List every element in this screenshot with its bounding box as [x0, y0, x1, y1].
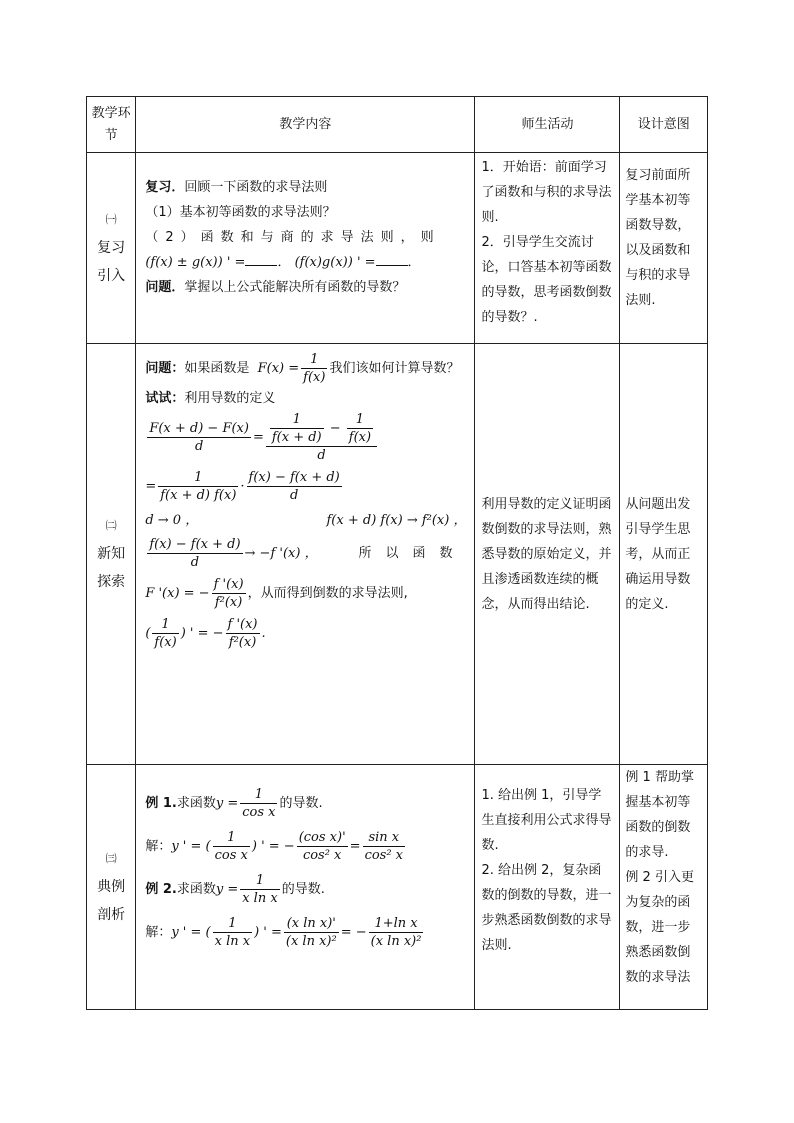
- table-row-examples: [87, 765, 708, 1010]
- stage-title: 新知探索: [97, 546, 126, 590]
- solution-2: 解： y ' = ( $\frac{1}{\text{x ln x}}$ ) ' = $\frac{\text{(x ln x)'}}{\text{(x ln x)²}}$ = − $\frac{\text{1+ln x}}{\text{(x ln x)²}}$: [145, 915, 422, 949]
- fraction: $\frac{1}{f(x)}$: [303, 351, 326, 385]
- intent-cell: 例 1 帮助掌握基本初等函数的倒数的求导. 例 2 引入更为复杂的函数，进一步熟悉函数倒数的求导法: [620, 765, 708, 1010]
- lesson-plan-table: [86, 96, 708, 1010]
- result-line: F '(x) = − $\frac{f '(x)}{\text{f²(x)}}$ ，从而得到倒数的求导法则,: [145, 576, 408, 610]
- table-row-explore: [87, 344, 708, 765]
- stage-cell: [87, 765, 136, 1010]
- table-row-review: [87, 153, 708, 344]
- derivation-step-2: = $\frac{1}{f(x + d) f(x)}$ · $\frac{f(x) - f(x + d)}{d}$: [145, 469, 340, 503]
- stage-cell: [87, 344, 136, 765]
- intent-cell: 复习前面所学基本初等函数导数，以及函数和与积的求导法则.: [620, 153, 708, 344]
- review-item-1: （1）基本初等函数的求导法则？: [145, 205, 336, 220]
- rule-line: ( $\frac{1}{f(x)}$ ) ' = − $\frac{f '(x)}{\text{f²(x)}}$ .: [145, 616, 266, 650]
- example-2: 例 2. 求函数 y = $\frac{1}{\text{x ln x}}$ 的导数.: [145, 872, 325, 906]
- question-line: 问题： 如果函数是 F(x) = $\frac{1}{f(x)}$ 我们该如何计算导数？: [145, 351, 460, 385]
- header-activity: 师生活动: [475, 97, 620, 153]
- activity-cell: 利用导数的定义证明函数倒数的求导法则，熟悉导数的原始定义，并且渗透函数连续的概念，从而得出结论.: [475, 344, 620, 765]
- stage-cell: [87, 153, 136, 344]
- limit-line: d → 0 ， f(x + d) f(x) → f²(x) ，: [145, 513, 467, 528]
- stage-number: ㈡: [105, 519, 117, 532]
- review-line: 复习．回顾一下函数的求导法则: [145, 180, 328, 195]
- review-formulas: (f(x) ± g(x)) ' = ． (f(x)g(x)) ' = ．: [145, 255, 421, 270]
- intent-cell: 从问题出发引导学生思考，从而正确运用导数的定义.: [620, 344, 708, 765]
- example-1: 例 1. 求函数 y = $\frac{1}{\text{cos x}}$ 的导数.: [145, 786, 323, 820]
- content-cell: [136, 153, 475, 344]
- table-header-row: [87, 97, 708, 153]
- stage-number: ㈠: [105, 213, 117, 226]
- stage-number: ㈢: [105, 852, 117, 865]
- review-question: 问题．掌握以上公式能解决所有函数的导数？: [145, 280, 406, 295]
- content-cell: [136, 765, 475, 1010]
- limit-line-2: $\frac{f(x) - f(x + d)}{d}$ → −f '(x) ， 所以函数: [149, 536, 467, 570]
- review-item-2: （2）函数和与商的求导法则，则: [145, 230, 441, 245]
- derivation-step-1: $\frac{F(x + d) - F(x)}{d}$ = $\frac{1}{f(x + d)}$ − $\frac{1}{f(x)}$ d: [145, 411, 466, 464]
- content-cell: [136, 344, 475, 765]
- header-intent: 设计意图: [620, 97, 708, 153]
- try-line: 试试：利用导数的定义: [145, 391, 276, 406]
- activity-cell: 1．开始语：前面学习了函数和与积的求导法则. 2．引导学生交流讨论，口答基本初等函数的导数，思考函数倒数的导数？.: [475, 153, 620, 344]
- solution-1: 解： y ' = ( $\frac{1}{\text{cos x}}$ ) ' = − $\frac{\text{(cos x)'}}{\text{cos² x}}$ = $\frac{\text{sin x}}{\text{cos² x}}$: [145, 829, 404, 863]
- stage-title: 典例剖析: [97, 879, 126, 923]
- header-stage: 教学环节: [87, 97, 136, 153]
- stage-title: 复习引入: [97, 240, 126, 284]
- header-content: 教学内容: [136, 97, 475, 153]
- activity-cell: 1. 给出例 1，引导学生直接利用公式求得导数. 2. 给出例 2，复杂函数的倒数的导数，进一步熟悉函数倒数的求导法则.: [475, 765, 620, 1010]
